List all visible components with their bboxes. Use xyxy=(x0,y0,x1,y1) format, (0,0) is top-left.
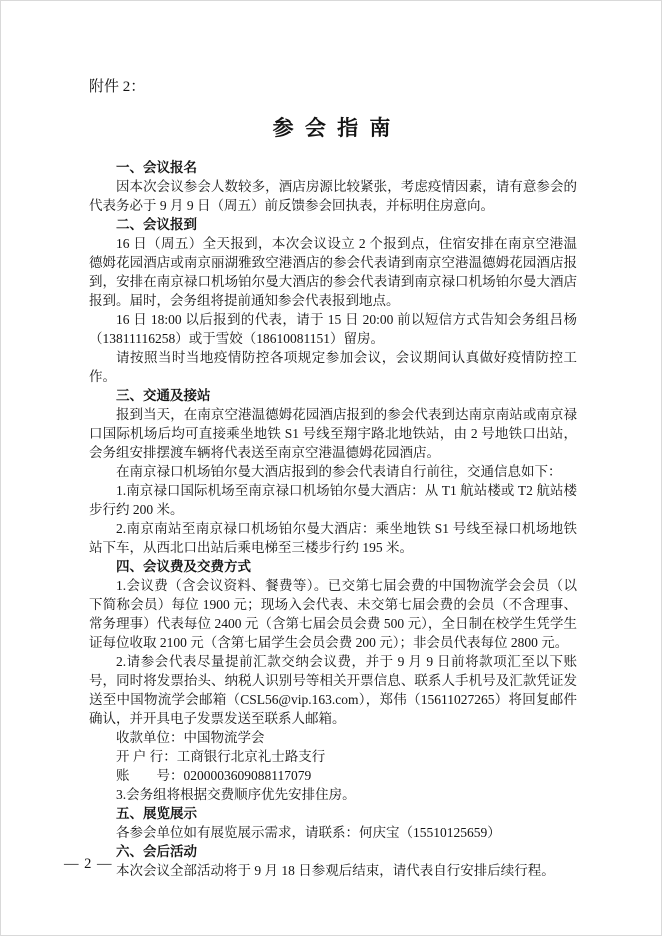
section-post-activities xyxy=(89,842,577,880)
section-heading: 四、会议费及交费方式 xyxy=(116,559,251,574)
section-checkin xyxy=(89,215,577,386)
paragraph: 2.请参会代表尽量提前汇款交纳会议费，并于 9 月 9 日前将款项汇至以下账号，同时将发票抬头、纳税人识别号等相关开票信息、联系人手机号及汇款凭证发送至中国物流学会邮箱（CSL56@vip.163.com），郑伟（15611027265）将回复邮件确认，并开具电子发票发送至联系人邮箱。 xyxy=(89,654,577,726)
paragraph: 3.会务组将根据交费顺序优先安排住房。 xyxy=(116,787,356,802)
paragraph: 16 日 18:00 以后报到的代表，请于 15 日 20:00 前以短信方式告知会务组吕杨（13811116258）或于雪姣（18610081151）留房。 xyxy=(89,312,577,346)
payee-name-line: 收款单位：中国物流学会 xyxy=(116,730,265,745)
paragraph: 报到当天，在南京空港温德姆花园酒店报到的参会代表到达南京南站或南京禄口国际机场后均可直接乘坐地铁 S1 号线至翔宇路北地铁站，由 2 号地铁口出站，会务组安排摆渡车辆将代表送至南京空港温德姆花园酒店。 xyxy=(89,407,577,460)
attachment-label: 附件 2： xyxy=(89,79,146,95)
page-title: 参 会 指 南 xyxy=(272,116,394,140)
section-heading: 五、展览展示 xyxy=(116,806,197,821)
paragraph: 2.南京南站至南京禄口机场铂尔曼大酒店：乘坐地铁 S1 号线至禄口机场地铁站下车，从西北口出站后乘电梯至三楼步行约 195 米。 xyxy=(89,521,577,555)
section-heading: 二、会议报到 xyxy=(116,217,197,232)
document-content xyxy=(89,77,577,880)
page-number: — 2 — xyxy=(64,856,113,872)
paragraph: 在南京禄口机场铂尔曼大酒店报到的参会代表请自行前往，交通信息如下： xyxy=(116,464,562,479)
section-heading: 一、会议报名 xyxy=(116,160,197,175)
paragraph: 各参会单位如有展览展示需求，请联系：何庆宝（15510125659） xyxy=(116,825,501,840)
bank-name-line: 开 户 行：工商银行北京礼士路支行 xyxy=(116,749,326,764)
section-fees xyxy=(89,557,577,804)
account-number-line: 账 号：0200003609088117079 xyxy=(116,768,312,783)
paragraph: 1.南京禄口国际机场至南京禄口机场铂尔曼大酒店：从 T1 航站楼或 T2 航站楼步行约 200 米。 xyxy=(89,483,577,517)
paragraph: 请按照当时当地疫情防控各项规定参加会议，会议期间认真做好疫情防控工作。 xyxy=(89,350,577,384)
paragraph: 1.会议费（含会议资料、餐费等）。已交第七届会费的中国物流学会会员（以下简称会员）每位 1900 元；现场入会代表、未交第七届会费的会员（不含理事、常务理事）代表每位 2400 元（含第七届会员会费 500 元），全日制在校学生凭学生证每位收取 2100 元（含第七届学生会员会费 200 元）；非会员代表每位 2800 元。 xyxy=(89,578,577,650)
section-exhibition xyxy=(89,804,577,842)
paragraph: 16 日（周五）全天报到，本次会议设立 2 个报到点，住宿安排在南京空港温德姆花园酒店或南京丽湖雅致空港酒店的参会代表请到南京空港温德姆花园酒店报到，安排在南京禄口机场铂尔曼大酒店的参会代表请到南京禄口机场铂尔曼大酒店报到。届时，会务组将提前通知参会代表报到地点。 xyxy=(89,236,577,308)
section-heading: 三、交通及接站 xyxy=(116,388,211,403)
paragraph: 本次会议全部活动将于 9 月 18 日参观后结束，请代表自行安排后续行程。 xyxy=(116,863,555,878)
section-transport xyxy=(89,386,577,557)
paragraph: 因本次会议参会人数较多，酒店房源比较紧张，考虑疫情因素，请有意参会的代表务必于 9 月 9 日（周五）前反馈参会回执表，并标明住房意向。 xyxy=(89,179,577,213)
section-registration xyxy=(89,158,577,215)
section-heading: 六、会后活动 xyxy=(116,844,197,859)
